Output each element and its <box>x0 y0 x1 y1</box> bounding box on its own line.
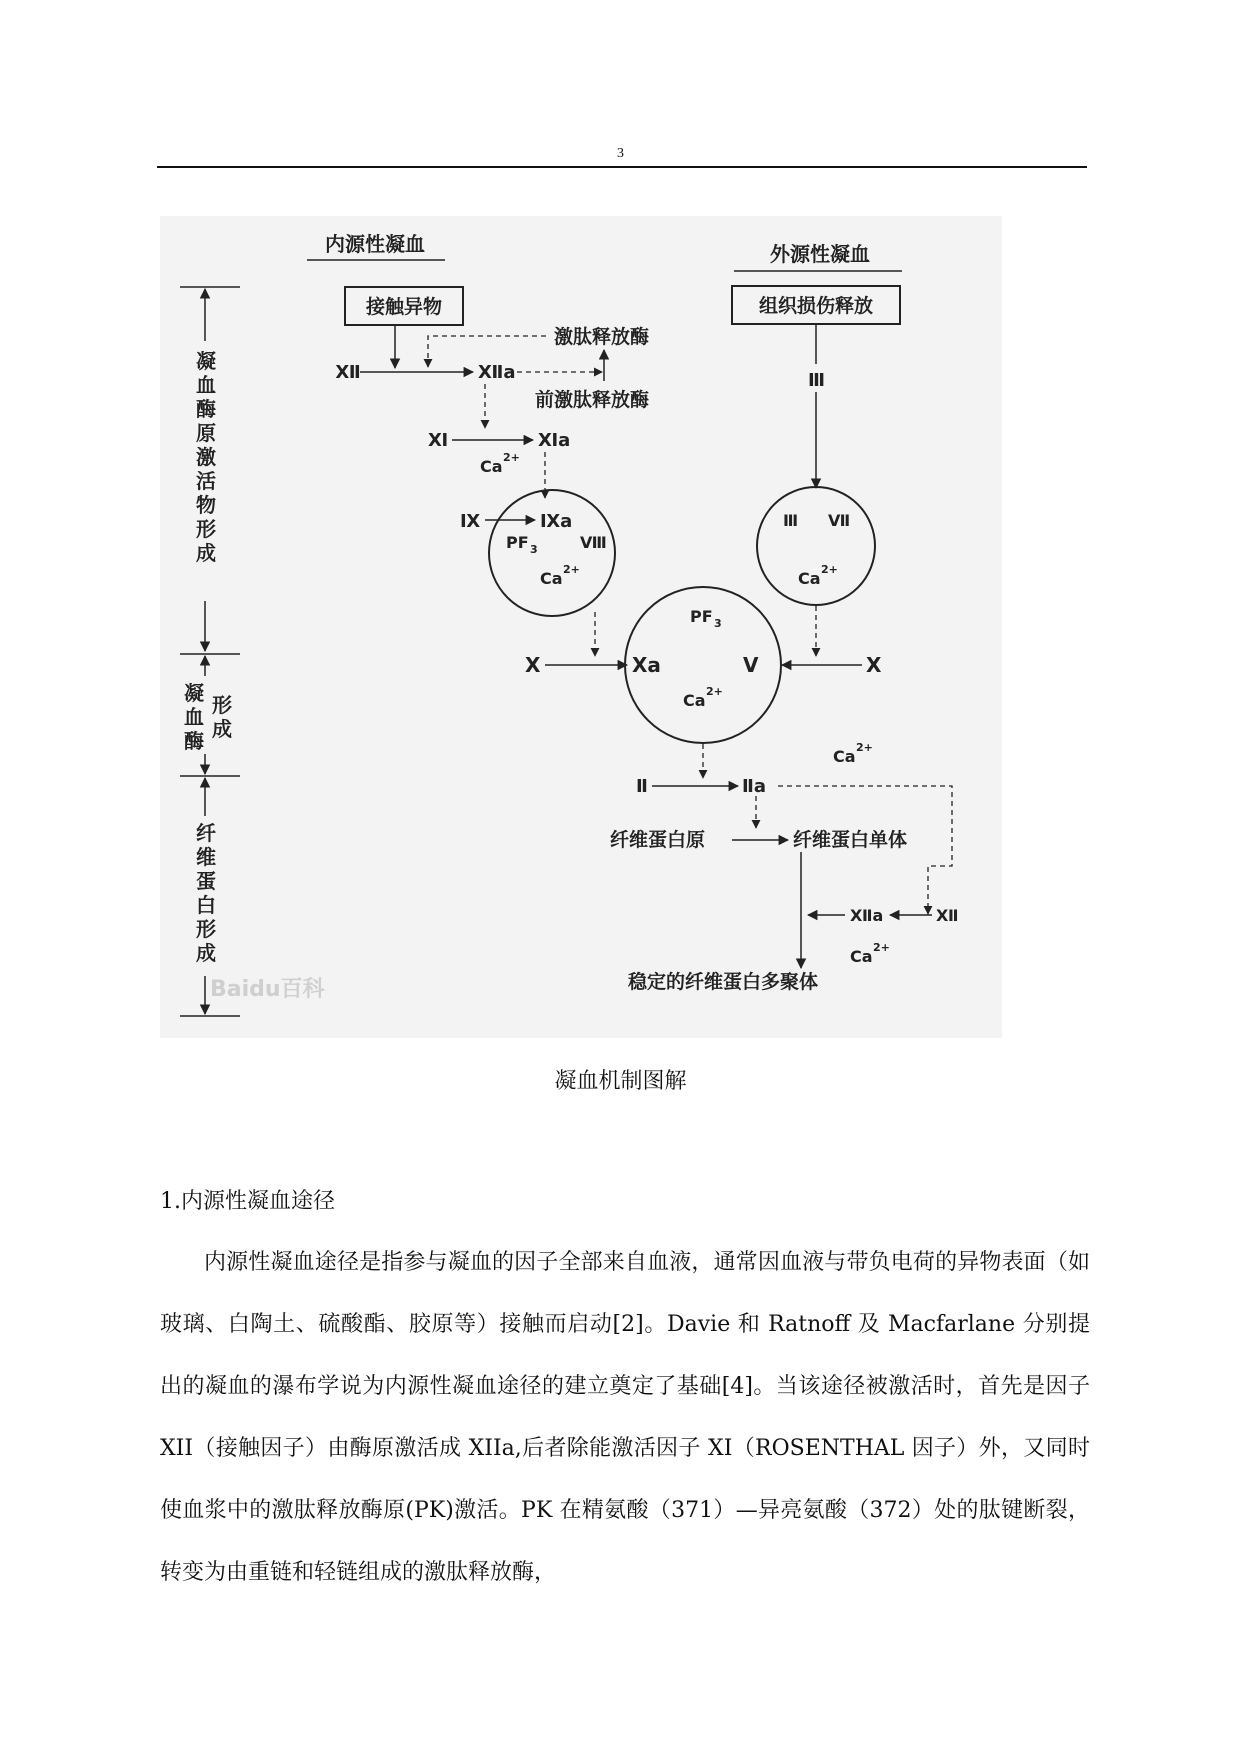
stage-2-char: 凝 <box>184 681 204 705</box>
stage-3-label <box>196 821 216 965</box>
page-number: 3 <box>617 146 624 161</box>
factor-ii: Ⅱ <box>636 776 648 797</box>
factor-xiia: Ⅻa <box>478 362 516 383</box>
factor-viii: Ⅷ <box>580 533 607 552</box>
stage-1-char: 酶 <box>196 397 216 421</box>
stage-1-char: 原 <box>196 421 216 445</box>
stage-3-char: 维 <box>196 845 216 869</box>
tissue-box-label: 组织损伤释放 <box>758 295 874 317</box>
factor-x-left: X <box>525 653 541 677</box>
calcium-label: Ca <box>833 747 856 766</box>
coagulation-diagram <box>160 216 1002 1038</box>
factor-xiia-late: Ⅻa <box>850 906 884 925</box>
stage-3-char: 形 <box>196 917 216 941</box>
stage-1-char: 激 <box>196 445 216 469</box>
calcium-label: Ca <box>850 947 873 966</box>
intrinsic-heading: 内源性凝血 <box>325 232 425 256</box>
stage-2-label <box>184 681 232 753</box>
calcium-superscript: 2+ <box>856 741 873 754</box>
prekallikrein: 前激肽释放酶 <box>535 389 650 411</box>
stage-2-char: 成 <box>212 717 232 741</box>
calcium-label: Ca <box>540 569 563 588</box>
calcium-superscript: 2+ <box>873 941 890 954</box>
calcium-superscript: 2+ <box>563 563 580 576</box>
calcium-label: Ca <box>683 691 706 710</box>
stage-1-char: 成 <box>196 541 216 565</box>
calcium-label: Ca <box>798 569 821 588</box>
tenase-circle <box>489 490 615 616</box>
stage-1-char: 凝 <box>196 349 216 373</box>
stage-2-char: 血 <box>184 705 204 729</box>
factor-iia: Ⅱa <box>742 776 767 797</box>
stage-2-char: 酶 <box>184 729 204 753</box>
factor-ixa: Ⅸa <box>540 511 573 532</box>
factor-xi: Ⅺ <box>428 430 449 451</box>
stage-3-char: 成 <box>196 941 216 965</box>
stage-1-char: 形 <box>196 517 216 541</box>
contact-box-label: 接触异物 <box>365 296 443 318</box>
stage-3-char: 白 <box>196 893 216 917</box>
stage-3-char: 纤 <box>196 821 216 845</box>
factor-ix: Ⅸ <box>460 511 481 532</box>
calcium-superscript: 2+ <box>706 685 723 698</box>
pf3-subscript: 3 <box>530 543 538 556</box>
factor-vii: Ⅶ <box>828 511 851 530</box>
stage-1-char: 活 <box>196 469 216 493</box>
pf3-label: PF <box>506 533 529 552</box>
calcium-superscript: 2+ <box>503 451 520 464</box>
factor-v: V <box>743 653 759 677</box>
pf3-label: PF <box>690 607 713 626</box>
stage-3-char: 蛋 <box>196 869 216 893</box>
factor-iii: Ⅲ <box>808 370 826 391</box>
figure-caption: 凝血机制图解 <box>554 1069 687 1094</box>
paragraph: 内源性凝血途径是指参与凝血的因子全部来自血液，通常因血液与带负电荷的异物表面（如玻璃、白陶土、硫酸酯、胶原等）接触而启动[2]。Davie 和 Ratnoff 及 Macfarlane 分别提出的凝血的瀑布学说为内源性凝血途径的建立奠定了基础[4]。当该途径被激活时，首先是因子 XII（接触因子）由酶原激活成 XIIa,后者除能激活因子 XI（ROSENTHAL 因子）外，又同时使血浆中的激肽释放酶原(PK)激活。PK 在精氨酸（371）—异亮氨酸（372）处的肽键断裂，转变为由重链和轻链组成的激肽释放酶， <box>160 1250 1090 1585</box>
pf3-subscript: 3 <box>714 617 722 630</box>
fibrinogen: 纤维蛋白原 <box>610 829 706 851</box>
factor-xia: Ⅺa <box>538 430 571 451</box>
factor-xii: Ⅻ <box>335 362 361 383</box>
section-heading: 1.内源性凝血途径 <box>160 1189 335 1214</box>
stable-fibrin: 稳定的纤维蛋白多聚体 <box>628 971 819 993</box>
calcium-superscript: 2+ <box>821 563 838 576</box>
extrinsic-heading: 外源性凝血 <box>770 242 870 266</box>
stage-1-char: 物 <box>196 493 216 517</box>
stage-1-char: 血 <box>196 373 216 397</box>
calcium-label: Ca <box>480 457 503 476</box>
factor-xa: Xa <box>632 653 661 677</box>
factor-x-right: X <box>866 653 882 677</box>
factor-iii-complex: Ⅲ <box>783 511 799 530</box>
fibrin-monomer: 纤维蛋白单体 <box>793 829 908 851</box>
stage-2-char: 形 <box>212 693 232 717</box>
watermark: Baidu百科 <box>210 977 325 1002</box>
kallikrein: 激肽释放酶 <box>554 326 650 348</box>
factor-xii-late: Ⅻ <box>936 906 959 925</box>
body-text <box>160 1232 1090 1604</box>
header-rule <box>157 166 1087 168</box>
stage-1-label <box>196 349 216 565</box>
